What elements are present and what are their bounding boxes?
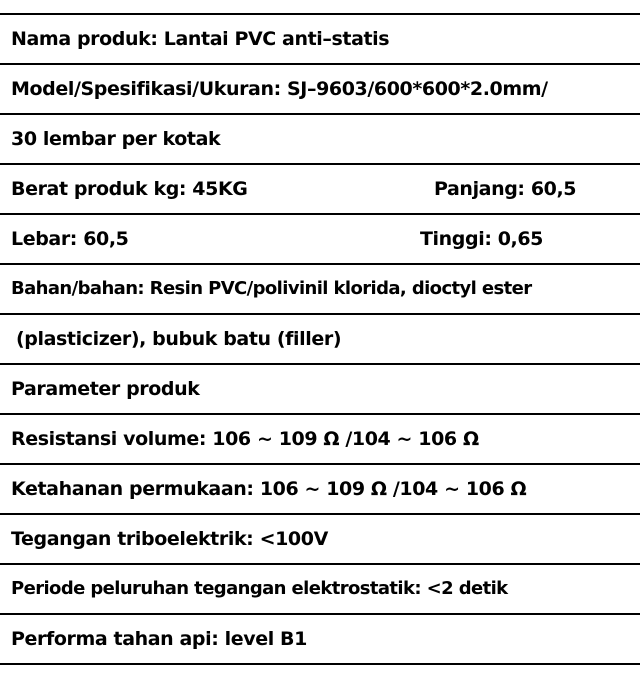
- volume-resistance: Resistansi volume: 106 ~ 109 Ω /104 ~ 106 Ω: [11, 428, 479, 450]
- table-row: [0, 613, 640, 665]
- static-decay-period: Periode peluruhan tegangan elektrostatik: <2 detik: [11, 578, 508, 599]
- material-line-1: Bahan/bahan: Resin PVC/polivinil klorida, dioctyl ester: [11, 278, 532, 299]
- surface-resistance: Ketahanan permukaan: 106 ~ 109 Ω /104 ~ 106 Ω: [11, 478, 527, 500]
- product-width: Lebar: 60,5: [11, 228, 129, 250]
- triboelectric-voltage: Tegangan triboelektrik: <100V: [11, 528, 328, 550]
- table-row: [0, 263, 640, 313]
- table-row: [0, 213, 640, 263]
- table-row: [0, 63, 640, 113]
- table-row: [0, 513, 640, 563]
- pieces-per-box: 30 lembar per kotak: [11, 128, 221, 150]
- product-parameters-heading: Parameter produk: [11, 378, 200, 400]
- model-spec-size: Model/Spesifikasi/Ukuran: SJ–9603/600*600*2.0mm/: [11, 78, 548, 100]
- product-length: Panjang: 60,5: [434, 178, 577, 200]
- material-line-2: (plasticizer), bubuk batu (filler): [16, 328, 342, 350]
- table-row: [0, 563, 640, 613]
- product-name: Nama produk: Lantai PVC anti–statis: [11, 28, 390, 50]
- table-row: [0, 163, 640, 213]
- product-height: Tinggi: 0,65: [420, 228, 544, 250]
- spec-table: [0, 13, 640, 665]
- table-row: [0, 363, 640, 413]
- table-row: [0, 13, 640, 63]
- fire-resistance: Performa tahan api: level B1: [11, 628, 307, 650]
- product-weight: Berat produk kg: 45KG: [11, 178, 248, 200]
- table-row: [0, 113, 640, 163]
- table-row: [0, 413, 640, 463]
- table-row: [0, 463, 640, 513]
- table-row: [0, 313, 640, 363]
